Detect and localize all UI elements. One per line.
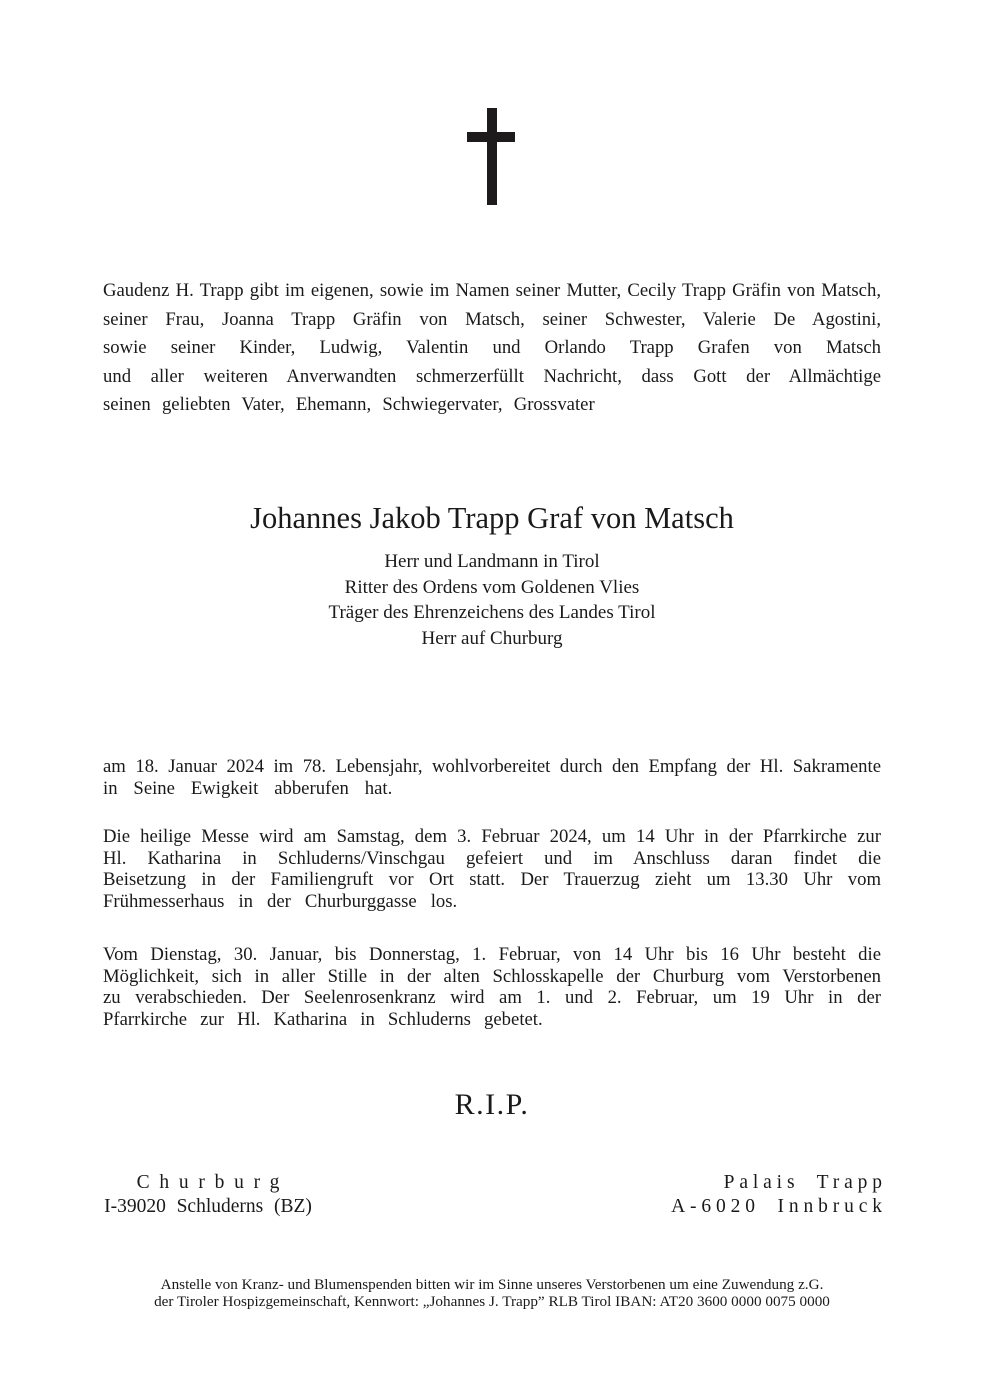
donation-note-line: der Tiroler Hospizgemeinschaft, Kennwort: „Johannes J. Trapp” RLB Tirol IBAN: AT20 3600 0000 0075 0000 xyxy=(154,1292,830,1310)
intro-line: und aller weiteren Anverwandten schmerzerfüllt Nachricht, dass Gott der Allmächtige xyxy=(103,365,881,387)
death-notice-line: am 18. Januar 2024 im 78. Lebensjahr, wohlvorbereitet durch den Empfang der Hl. Sakramente xyxy=(103,756,881,777)
deceased-title-line: Ritter des Ordens vom Goldenen Vlies xyxy=(344,576,640,598)
deceased-name: Johannes Jakob Trapp Graf von Matsch xyxy=(250,501,734,535)
farewell-info-line: Möglichkeit, sich in aller Stille in der alten Schlosskapelle der Churburg vom Verstorbenen xyxy=(103,965,881,987)
intro-line: seiner Frau, Joanna Trapp Gräfin von Matsch, seiner Schwester, Valerie De Agostini, xyxy=(103,308,881,330)
funeral-info-paragraph xyxy=(103,826,881,913)
funeral-info-line: Die heilige Messe wird am Samstag, dem 3. Februar 2024, um 14 Uhr in der Pfarrkirche zur xyxy=(103,826,881,847)
address-palais-location: A-6020 Innbruck xyxy=(671,1195,887,1217)
deceased-titles xyxy=(103,549,881,651)
address-churburg-name: Churburg xyxy=(136,1172,290,1193)
farewell-info-line: zu verabschieden. Der Seelenrosenkranz wird am 1. und 2. Februar, um 19 Uhr in der xyxy=(103,987,881,1009)
intro-paragraph xyxy=(103,277,881,420)
funeral-info-line: Beisetzung in der Familiengruft vor Ort statt. Der Trauerzug zieht um 13.30 Uhr vom xyxy=(103,869,881,891)
deceased-title-line: Träger des Ehrenzeichens des Landes Tirol xyxy=(328,602,656,624)
funeral-info-line: Hl. Katharina in Schluderns/Vinschgau gefeiert und im Anschluss daran findet die xyxy=(103,847,881,869)
farewell-info-line: Vom Dienstag, 30. Januar, bis Donnerstag, 1. Februar, von 14 Uhr bis 16 Uhr besteht die xyxy=(103,944,881,965)
intro-line: Gaudenz H. Trapp gibt im eigenen, sowie im Namen seiner Mutter, Cecily Trapp Gräfin von Matsch, xyxy=(103,280,881,301)
death-notice-line: in Seine Ewigkeit abberufen hat. xyxy=(103,777,393,799)
intro-line: sowie seiner Kinder, Ludwig, Valentin und Orlando Trapp Grafen von Matsch xyxy=(103,337,881,359)
cross-vertical-bar xyxy=(487,108,497,205)
deceased-title-line: Herr und Landmann in Tirol xyxy=(384,551,600,572)
address-churburg-location: I-39020 Schluderns (BZ) xyxy=(104,1195,312,1217)
address-palais-trapp xyxy=(642,1171,887,1218)
deceased-title-line: Herr auf Churburg xyxy=(421,627,563,649)
address-palais-name: Palais Trapp xyxy=(723,1172,887,1193)
cross-horizontal-bar xyxy=(467,132,515,142)
farewell-info-paragraph xyxy=(103,944,881,1031)
funeral-info-line: Frühmesserhaus in der Churburggasse los. xyxy=(103,891,458,913)
address-churburg xyxy=(103,1171,313,1218)
death-notice-paragraph xyxy=(103,756,881,799)
donation-note-line: Anstelle von Kranz- und Blumenspenden bitten wir im Sinne unseres Verstorbenen um eine Zuwendung z.G. xyxy=(160,1276,824,1293)
rip-text: R.I.P. xyxy=(454,1088,530,1121)
donation-note xyxy=(103,1277,881,1310)
intro-line: seinen geliebten Vater, Ehemann, Schwiegervater, Grossvater xyxy=(103,394,595,416)
farewell-info-line: Pfarrkirche zur Hl. Katharina in Schluderns gebetet. xyxy=(103,1009,543,1031)
